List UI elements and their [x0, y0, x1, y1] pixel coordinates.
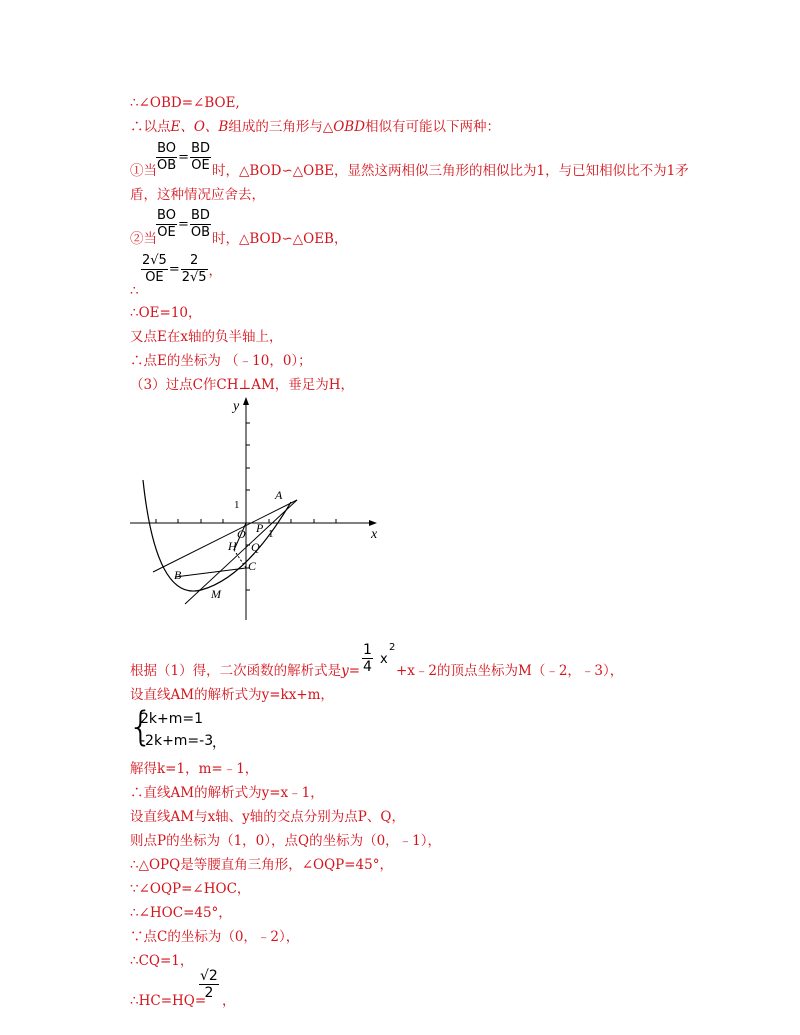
line-ab	[153, 500, 297, 572]
point-label-b: B	[174, 568, 182, 582]
fraction-one-quarter	[361, 642, 374, 675]
system-end: ，	[212, 735, 226, 751]
text-line-similar-triangles	[130, 118, 500, 136]
fraction-root2-2	[199, 968, 219, 1001]
text-line-solve: 解得k=1，m=﹣1，	[130, 761, 259, 777]
x-axis-arrow-icon	[369, 520, 377, 526]
fraction-1-4	[362, 642, 373, 675]
line-am	[185, 500, 297, 604]
coordinate-graph	[125, 392, 390, 627]
text-line-quadratic-suffix: +x﹣2的顶点坐标为M（﹣2，﹣3），	[396, 663, 624, 679]
point-label-h: H	[228, 539, 237, 553]
x-axis-label: x	[371, 527, 378, 542]
point-label-q: Q	[251, 540, 260, 554]
text-line-hc-suffix: ，	[222, 993, 236, 1009]
tick-label-one-x: 1	[268, 528, 274, 540]
point-label-c: C	[248, 559, 257, 573]
text-line-opq-triangle: ∴△OPQ是等腰直角三角形，∠OQP=45°，	[130, 857, 393, 873]
case2-fractions: $\frac{BO}{OE}$ = $\frac{BD}{OB}$	[157, 208, 210, 240]
numerator: BO	[157, 208, 176, 223]
system-eq-2: -2k+m=-3	[140, 733, 214, 749]
fraction-2root5-oe	[141, 253, 168, 286]
case1-fractions: $\frac{BO}{OB}$ = $\frac{BD}{OE}$	[157, 141, 210, 173]
text-segment: E、O、B	[170, 119, 229, 135]
fraction-bo-oe	[156, 208, 177, 241]
numerator: √2	[200, 968, 218, 984]
denominator: OB	[190, 225, 210, 240]
fraction-root2-over-2	[198, 968, 220, 1001]
quad-exponent: 2	[389, 642, 396, 653]
y-axis-arrow-icon	[243, 397, 249, 405]
system-brace: {	[128, 704, 154, 750]
point-label-m: M	[211, 587, 221, 601]
equation-ratio: $\frac{2√5}{OE}$ = $\frac{2}{2√5}$ ，	[142, 253, 222, 285]
text-line-e-coordinate: ∴点E的坐标为 （﹣10，0）；	[130, 353, 312, 369]
fraction-2-2root5	[181, 253, 208, 286]
numerator: BD	[191, 141, 210, 156]
therefore-mark: ∴	[130, 283, 139, 299]
text-line-set-am: 设直线AM的解析式为y=kx+m，	[130, 687, 334, 703]
fraction-bo-ob	[156, 141, 177, 174]
tick-label-one-y: 1	[234, 499, 240, 511]
text-segment: 根据（1）得，二次函数的解析式是	[130, 663, 342, 679]
text-segment: y=	[341, 663, 361, 679]
text-line-cq: ∴CQ=1，	[130, 953, 194, 969]
numerator: BO	[157, 141, 177, 156]
system-eq-1: 2k+m=1	[140, 711, 204, 727]
segment-b-c	[175, 568, 246, 577]
denominator: 4	[363, 659, 372, 675]
text-segment: 组成的三角形与△	[228, 119, 334, 135]
text-segment: OBD	[333, 119, 366, 135]
text-line-case1: 时，△BOD∽△OBE，显然这两相似三角形的相似比为1，与已知相似比不为1矛	[212, 163, 689, 179]
text-segment: ∴以点	[130, 119, 171, 135]
numerator: BD	[190, 208, 210, 223]
point-label-a: A	[275, 488, 283, 502]
text-line-am-expression: ∴直线AM的解析式为y=x﹣1，	[130, 785, 324, 801]
text-line-pq-coordinates: 则点P的坐标为（1，0），点Q的坐标为（0，﹣1），	[130, 833, 442, 849]
text-line-obd-boe: ∴∠OBD=∠BOE,	[130, 95, 240, 111]
fraction-bd-oe	[190, 141, 211, 174]
text-line-quadratic-prefix	[130, 662, 360, 680]
point-label-o: O	[237, 527, 246, 541]
text-line-case1-prefix: ①当	[130, 163, 157, 179]
text-line-case2-prefix: ②当	[130, 231, 157, 247]
numerator: 1	[363, 642, 372, 658]
denominator: OE	[191, 158, 210, 173]
denominator: OE	[157, 225, 176, 240]
fraction-bd-ob	[190, 208, 211, 241]
text-line-oqp-hoc: ∵∠OQP=∠HOC，	[130, 881, 251, 897]
quad-x-symbol: x	[380, 652, 388, 667]
denominator: OB	[157, 158, 177, 173]
text-line-case1-cont: 盾，这种情况应舍去，	[130, 187, 265, 203]
text-line-part3: （3）过点C作CH⊥AM，垂足为H，	[130, 377, 355, 393]
text-line-c-coordinate: ∵点C的坐标为（0，﹣2），	[130, 929, 300, 945]
denominator: OE	[145, 270, 164, 285]
numerator: 2√5	[142, 253, 167, 268]
point-label-p: P	[256, 521, 264, 535]
text-line-pq-set: 设直线AM与x轴、y轴的交点分别为点P、Q，	[130, 809, 405, 825]
text-line-negative-axis: 又点E在x轴的负半轴上，	[130, 329, 283, 345]
text-line-case2: 时，△BOD∽△OEB，	[212, 231, 348, 247]
text-line-hoc-45: ∴∠HOC=45°，	[130, 905, 232, 921]
denominator: 2√5	[181, 270, 207, 285]
text-line-oe: ∴OE=10，	[130, 305, 202, 321]
text-segment: 相似有可能以下两种：	[365, 119, 501, 135]
text-segment: ，	[208, 264, 222, 279]
text-line-hc-hq: ∴HC=HQ=	[130, 993, 207, 1009]
y-axis-label: y	[233, 399, 240, 414]
numerator: 2	[181, 253, 208, 270]
denominator: 2	[204, 985, 214, 1001]
